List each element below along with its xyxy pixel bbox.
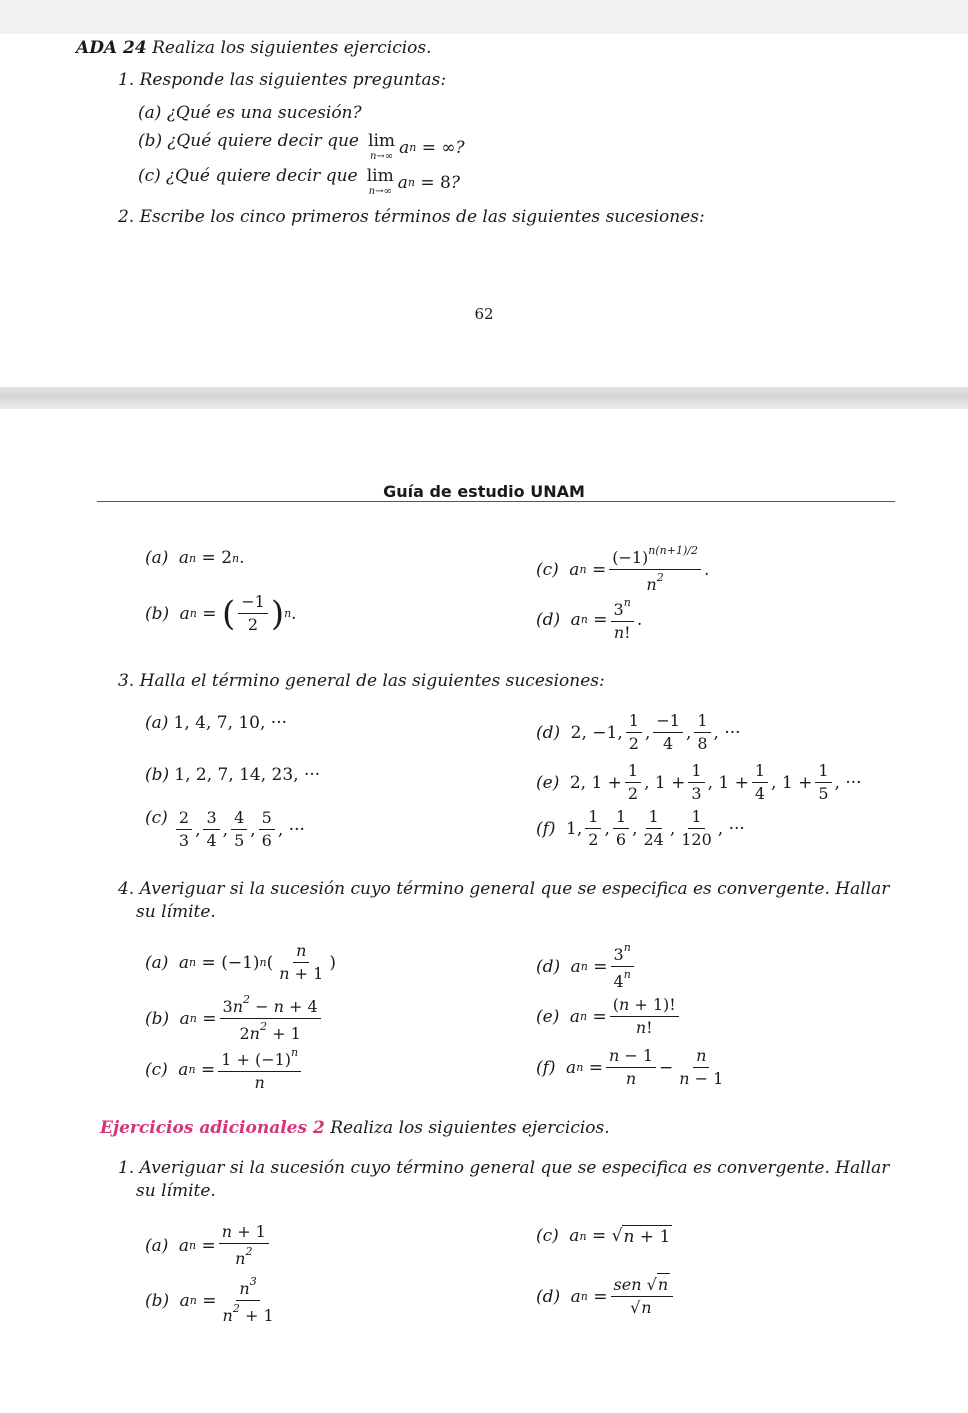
- q2-item-a: (a) a n = 2 n .: [145, 548, 245, 568]
- q3-item-e: (e) 2, 1 + $\frac{1}{2}$ , 1 + $\frac{1}{3}$ , 1 + $\frac{1}{4}$ , 1 + $\frac{1}{5}$ , ···: [536, 761, 862, 804]
- q3-item-c: (c) $\frac{2}{3}$ , $\frac{3}{4}$ , $\frac{4}{5}$ , $\frac{5}{6}$ , ···: [145, 808, 305, 851]
- q1-title: 1. Responde las siguientes preguntas:: [118, 70, 447, 90]
- q1-item-a: (a) ¿Qué es una sucesión?: [138, 103, 362, 123]
- q2-item-c: (c) a n = $\frac{(-1)^{n(n+1)/2}}{n^2}$ .: [536, 544, 710, 595]
- extra-item-c: (c) a n = √ n + 1: [536, 1226, 671, 1247]
- q1-item-b: (b) ¿Qué quiere decir que lim n→∞ a n = ∞ ?: [138, 131, 465, 162]
- q4-item-e: (e) a n = $\frac{(n + 1)!}{n!}$: [536, 996, 682, 1038]
- header-rule: [97, 501, 895, 502]
- q4-item-b: (b) a n = $\frac{3n^2 - n + 4}{2n^2 + 1}$: [145, 994, 324, 1044]
- ada-heading: ADA 24 Realiza los siguientes ejercicios.: [76, 38, 432, 58]
- q4-item-a: (a) a n = (−1) n ( $\frac{n}{n + 1}$ ): [145, 941, 336, 984]
- q1-item-c: (c) ¿Qué quiere decir que lim n→∞ a n = 8 ?: [138, 166, 460, 197]
- extra-q1-line2: su límite.: [136, 1181, 216, 1201]
- q3-item-a: (a) 1, 4, 7, 10, ···: [145, 713, 288, 733]
- q4-item-d: (d) a n = $\frac{3^n}{4^n}$: [536, 942, 637, 992]
- q3-item-d: (d) 2, −1, $\frac{1}{2}$ , $\frac{-1}{4}$ , $\frac{1}{8}$ , ···: [536, 711, 741, 754]
- q4-item-f: (f) a n = $\frac{n - 1}{n}$ − $\frac{n}{n - 1}$: [536, 1046, 724, 1089]
- q4-title-line2: su límite.: [136, 902, 216, 922]
- page-header-title: Guía de estudio UNAM: [383, 482, 585, 501]
- viewer-top-bar: [0, 0, 968, 34]
- page-number: 62: [474, 305, 494, 323]
- extra-item-d: (d) a n = $\frac{\text{sen √n}}{√n}$: [536, 1276, 676, 1318]
- q2-item-d: (d) a n = $\frac{3^n}{n!}$ .: [536, 596, 643, 643]
- formula-lim-b: lim n→∞ a n = ∞ ?: [368, 131, 465, 162]
- formula-lim-c: lim n→∞ a n = 8 ?: [366, 166, 460, 197]
- page-separator: [0, 387, 968, 409]
- q2-title: 2. Escribe los cinco primeros términos de las siguientes sucesiones:: [118, 207, 705, 227]
- extra-q1-line1: 1. Averiguar si la sucesión cuyo término general que se especifica es convergente. Hallar: [118, 1158, 890, 1178]
- q3-item-b: (b) 1, 2, 7, 14, 23, ···: [145, 765, 321, 785]
- q3-item-f: (f) 1, $\frac{1}{2}$ , $\frac{1}{6}$ , $\frac{1}{24}$ , $\frac{1}{120}$ , ···: [536, 807, 745, 850]
- extra-item-b: (b) a n = $\frac{n^3}{n^2 + 1}$: [145, 1275, 274, 1326]
- q4-title-line1: 4. Averiguar si la sucesión cuyo término general que se especifica es convergente. Hallar: [118, 879, 890, 899]
- q4-item-c: (c) a n = $\frac{1 + (-1)^n}{n}$: [145, 1047, 304, 1093]
- extra-item-a: (a) a n = $\frac{n + 1}{n^2}$: [145, 1223, 272, 1269]
- extra-heading: Ejercicios adicionales 2 Realiza los siguientes ejercicios.: [100, 1118, 610, 1138]
- q2-item-b: (b) a n = ( $\frac{-1}{2}$ ) n .: [145, 592, 297, 635]
- q3-title: 3. Halla el término general de las siguientes sucesiones:: [118, 671, 605, 691]
